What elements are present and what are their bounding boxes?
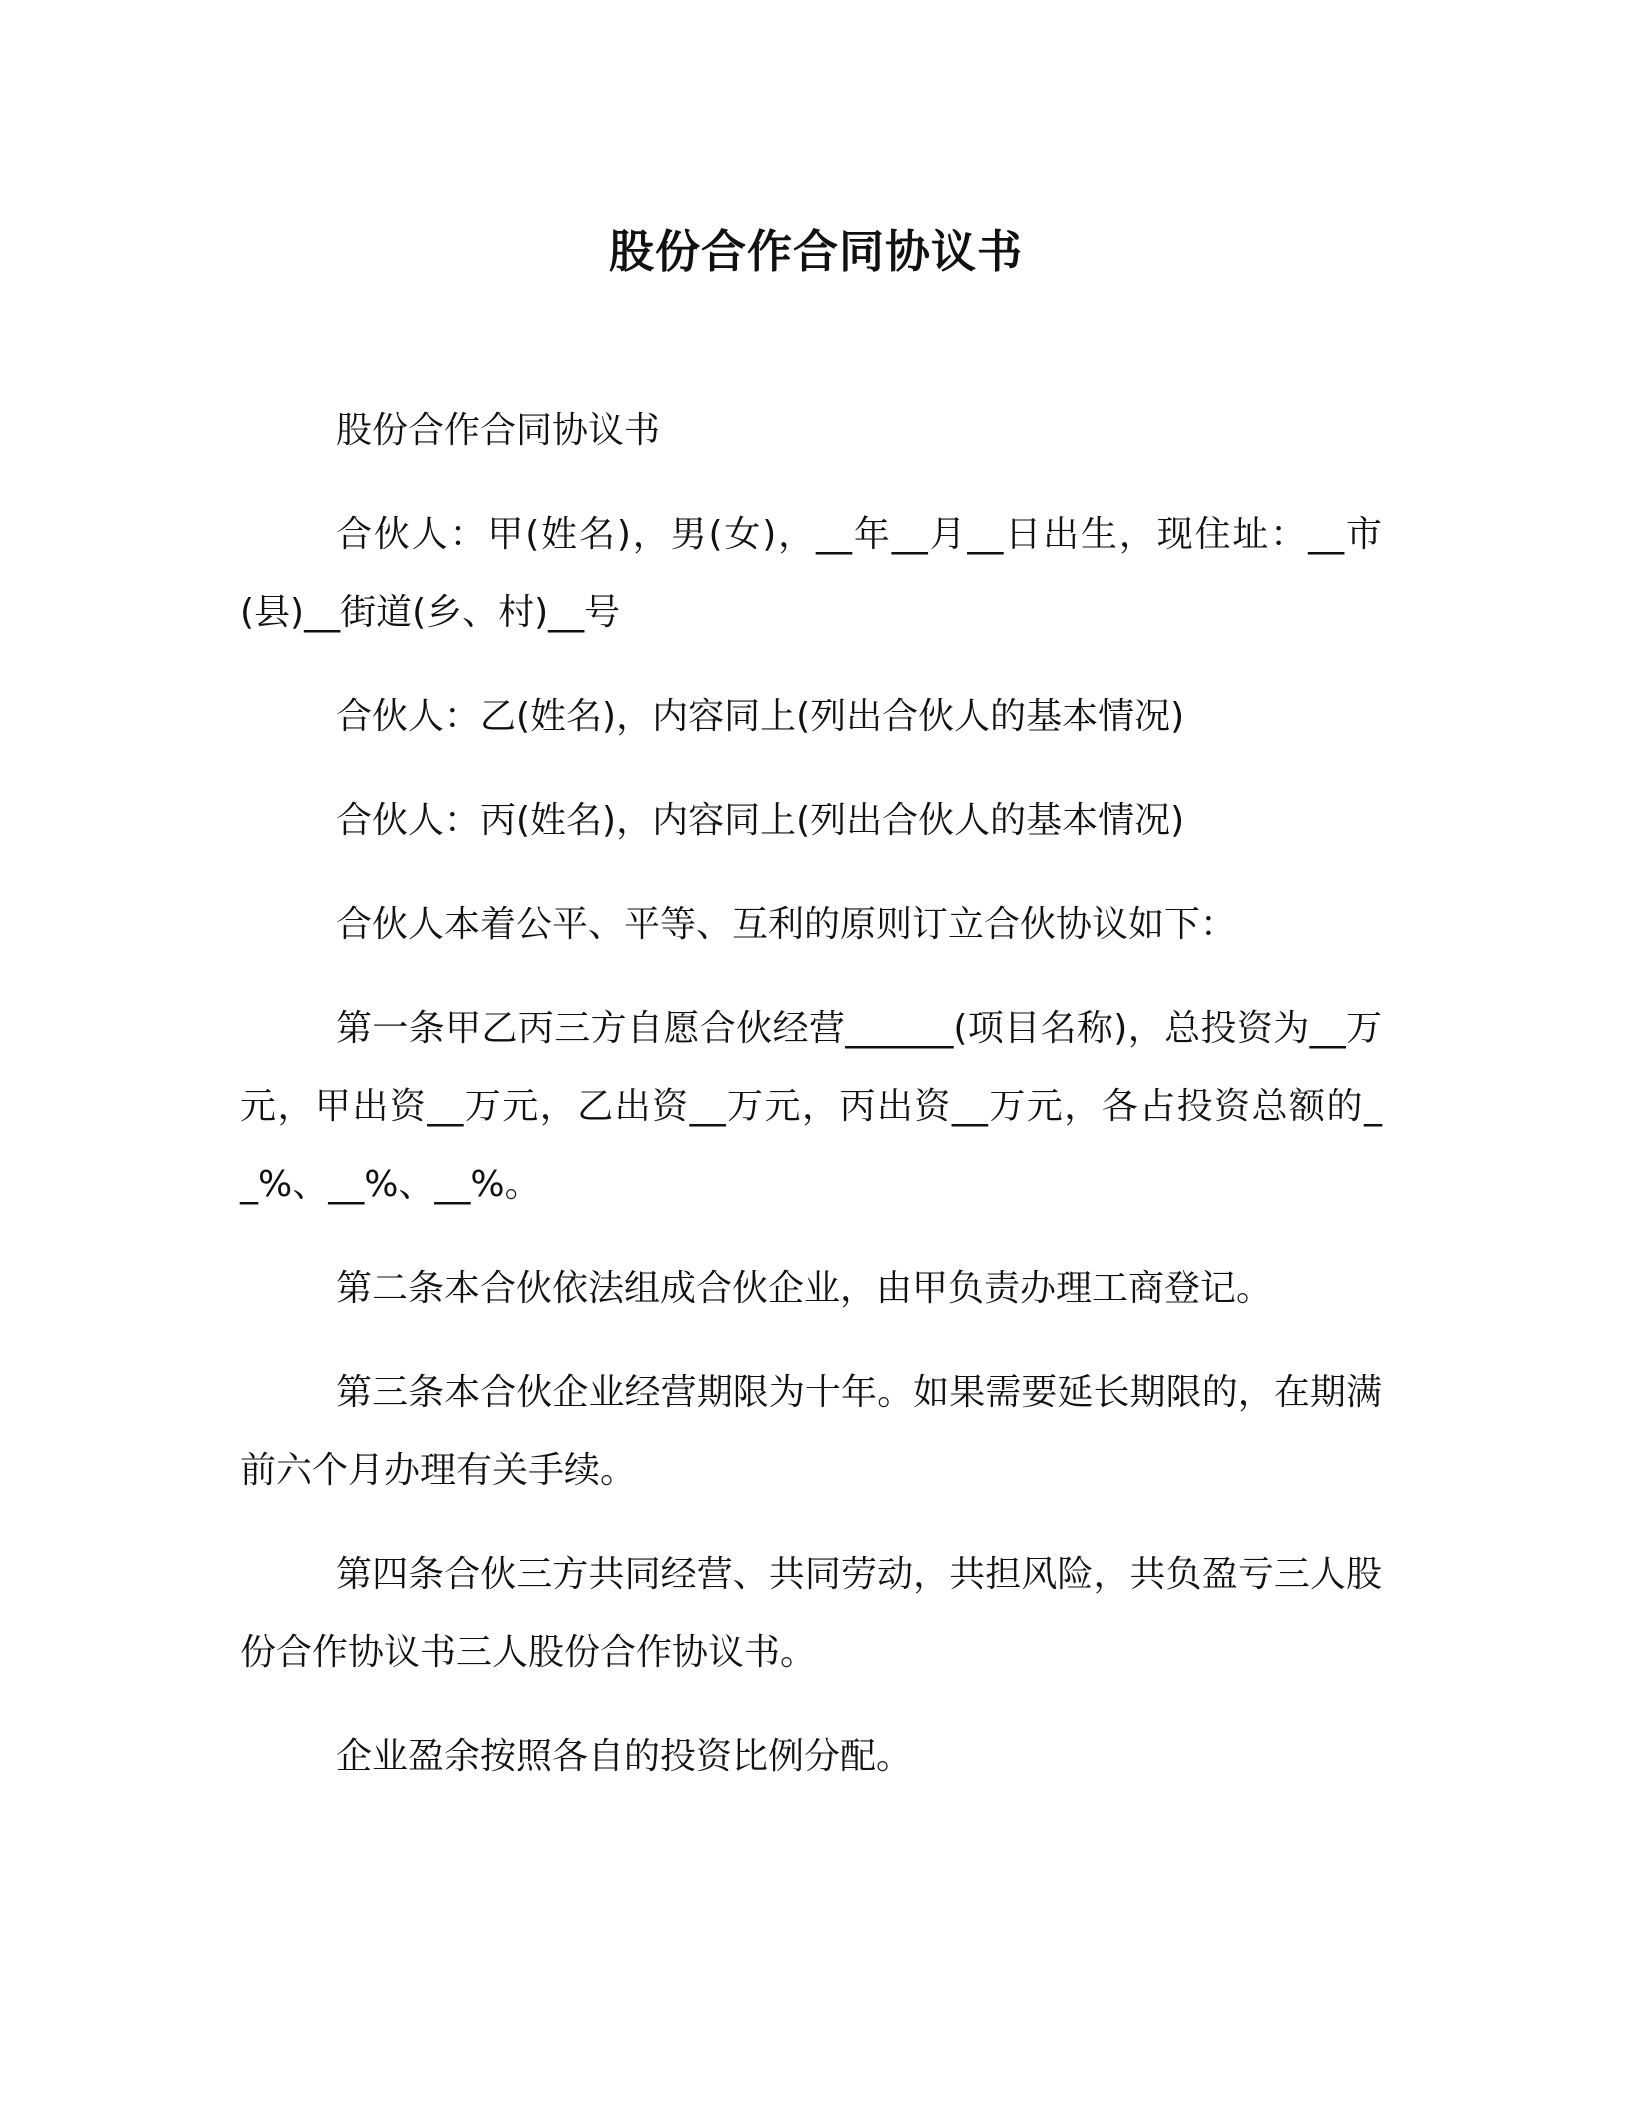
paragraph-profit-distribution: 企业盈余按照各自的投资比例分配。 (336, 1736, 913, 1777)
paragraph-partner-b: 合伙人：乙(姓名)，内容同上(列出合伙人的基本情况) (336, 696, 1185, 737)
paragraph-article-2: 第二条本合伙依法组成合伙企业，由甲负责办理工商登记。 (336, 1268, 1273, 1309)
paragraph-partner-c: 合伙人：丙(姓名)，内容同上(列出合伙人的基本情况) (336, 800, 1185, 841)
paragraph-article-4: 第四条合伙三方共同经营、共同劳动，共担风险，共负盈亏三人股份合作协议书三人股份合作协议书。 (240, 1554, 1382, 1673)
paragraph-heading: 股份合作合同协议书 (336, 410, 661, 451)
paragraph-article-3: 第三条本合伙企业经营期限为十年。如果需要延长期限的，在期满前六个月办理有关手续。 (240, 1372, 1382, 1491)
document-title: 股份合作合同协议书 (608, 225, 1023, 278)
paragraph-article-1: 第一条甲乙丙三方自愿合伙经营______(项目名称)，总投资为__万元，甲出资__万元，乙出资__万元，丙出资__万元，各占投资总额的__%、__%、__%。 (240, 1008, 1382, 1205)
paragraph-preamble: 合伙人本着公平、平等、互利的原则订立合伙协议如下： (336, 904, 1237, 945)
document-body (240, 392, 1382, 1822)
paragraph-partner-a: 合伙人：甲(姓名)，男(女)，__年__月__日出生，现住址：__市(县)__街道(乡、村)__号 (240, 514, 1382, 633)
